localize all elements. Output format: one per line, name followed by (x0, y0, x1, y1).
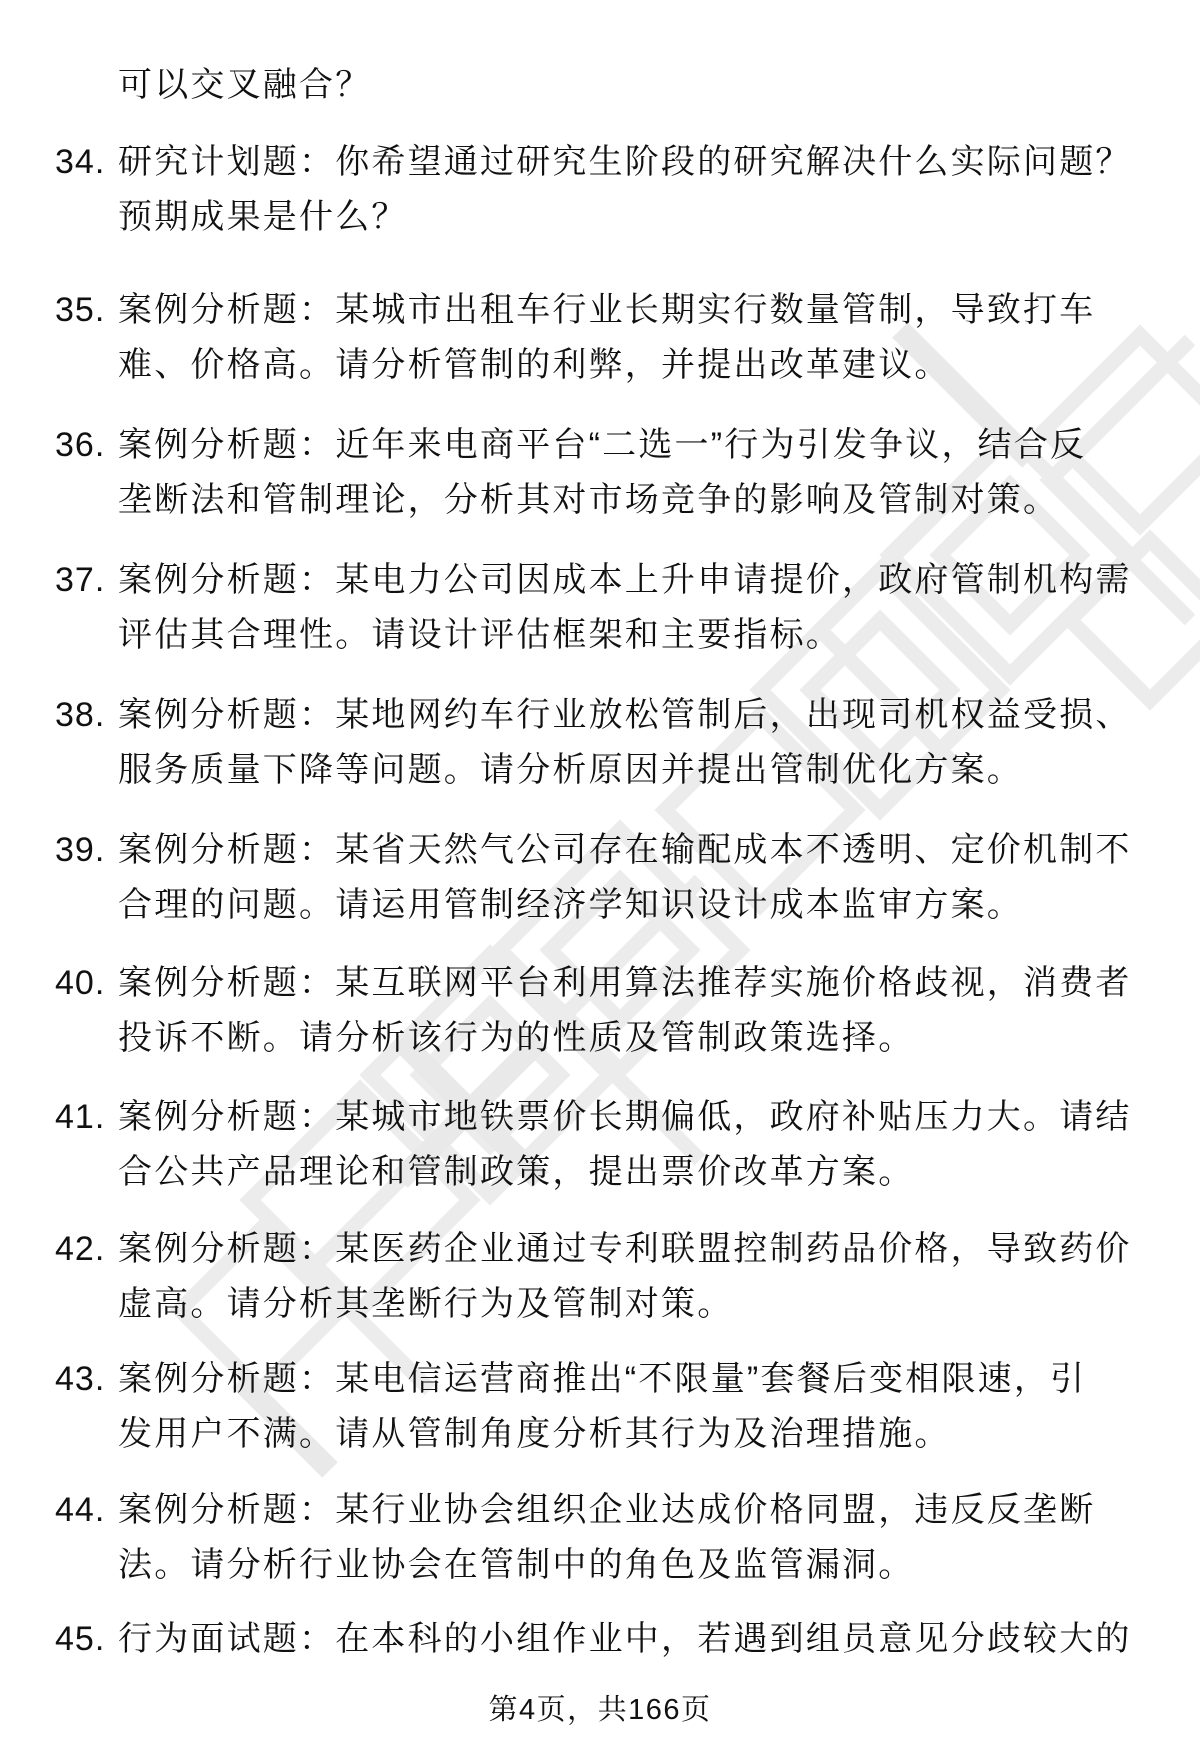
item-line: 难、价格高。请分析管制的利弊，并提出改革建议。 (118, 346, 951, 384)
item-number: 41. (55, 1098, 106, 1136)
item-line: 案例分析题：某省天然气公司存在输配成本不透明、定价机制不 (118, 831, 1132, 869)
item-number: 39. (55, 831, 106, 869)
item-line: 评估其合理性。请设计评估框架和主要指标。 (118, 616, 842, 654)
item-line: 服务质量下降等问题。请分析原因并提出管制优化方案。 (118, 751, 1023, 789)
item-line: 案例分析题：某互联网平台利用算法推荐实施价格歧视，消费者 (118, 964, 1132, 1002)
item-line: 投诉不断。请分析该行为的性质及管制政策选择。 (118, 1019, 915, 1057)
question-item-35 (55, 283, 1095, 393)
item-line: 行为面试题：在本科的小组作业中，若遇到组员意见分歧较大的 (118, 1620, 1132, 1658)
item-line: 案例分析题：某城市出租车行业长期实行数量管制，导致打车 (118, 291, 1096, 329)
item-line: 研究计划题：你希望通过研究生阶段的研究解决什么实际问题？ (118, 143, 1132, 181)
item-number: 45. (55, 1620, 106, 1658)
question-item-41 (55, 1090, 1132, 1200)
item-number: 44. (55, 1491, 106, 1529)
item-line: 案例分析题：某电信运营商推出“不限量”套餐后变相限速，引 (118, 1360, 1087, 1398)
item-line: 垄断法和管制理论，分析其对市场竞争的影响及管制对策。 (118, 481, 1060, 519)
item-line: 合理的问题。请运用管制经济学知识设计成本监审方案。 (118, 886, 1023, 924)
item-line: 发用户不满。请从管制角度分析其行为及治理措施。 (118, 1415, 951, 1453)
item-line: 预期成果是什么？ (118, 198, 408, 236)
question-item-40 (55, 956, 1132, 1066)
item-line: 虚高。请分析其垄断行为及管制对策。 (118, 1285, 734, 1323)
question-item-43 (55, 1352, 1086, 1462)
question-item-38 (55, 688, 1132, 798)
question-item-42 (55, 1222, 1132, 1332)
item-number: 42. (55, 1230, 106, 1268)
item-line: 案例分析题：某电力公司因成本上升申请提价，政府管制机构需 (118, 561, 1132, 599)
question-item-34 (55, 135, 1132, 245)
item-line: 合公共产品理论和管制政策，提出票价改革方案。 (118, 1153, 915, 1191)
page-footer: 第4页，共166页 (488, 1694, 712, 1726)
item-line: 案例分析题：某医药企业通过专利联盟控制药品价格，导致药价 (118, 1230, 1132, 1268)
item-number: 34. (55, 143, 106, 181)
item-number: 38. (55, 696, 106, 734)
question-item-36 (55, 418, 1086, 528)
item-number: 36. (55, 426, 106, 464)
item-line: 案例分析题：近年来电商平台“二选一”行为引发争议，结合反 (118, 426, 1087, 464)
question-item-39 (55, 823, 1132, 933)
item-number: 35. (55, 291, 106, 329)
question-item-45 (55, 1612, 1132, 1667)
item-line: 案例分析题：某城市地铁票价长期偏低，政府补贴压力大。请结 (118, 1098, 1132, 1136)
item-number: 37. (55, 561, 106, 599)
item-number: 43. (55, 1360, 106, 1398)
question-item-44 (55, 1483, 1095, 1593)
item-number: 40. (55, 964, 106, 1002)
item-line: 案例分析题：某地网约车行业放松管制后，出现司机权益受损、 (118, 696, 1132, 734)
question-item-37 (55, 553, 1132, 663)
continuation-line: 可以交叉融合？ (118, 66, 372, 104)
item-line: 法。请分析行业协会在管制中的角色及监管漏洞。 (118, 1546, 915, 1584)
item-line: 案例分析题：某行业协会组织企业达成价格同盟，违反反垄断 (118, 1491, 1096, 1529)
